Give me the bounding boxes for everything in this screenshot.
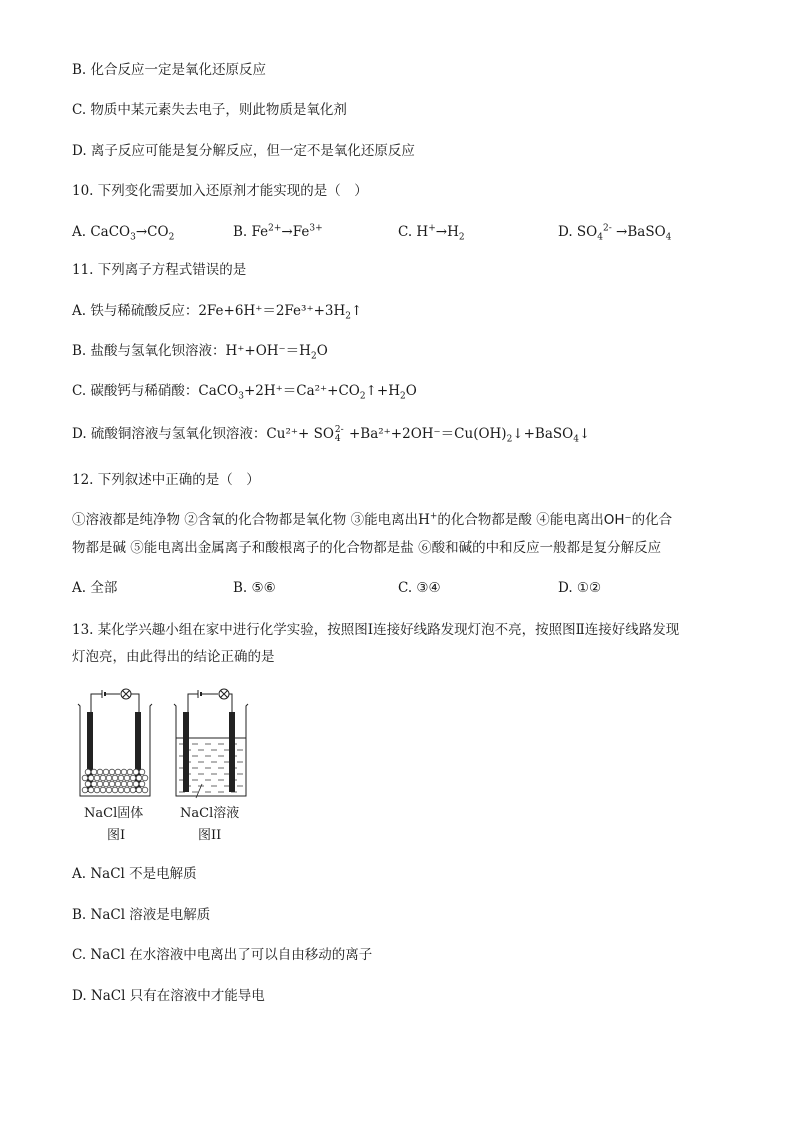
q13-option-a: A. NaCl 不是电解质 xyxy=(72,866,197,882)
solid-particle xyxy=(118,775,124,781)
solid-particle xyxy=(136,775,142,781)
solid-particle xyxy=(106,775,112,781)
figure-1-caption: 图I xyxy=(107,828,126,843)
solid-particle xyxy=(139,781,145,787)
solid-particle xyxy=(127,781,133,787)
nacl-solid-particles xyxy=(82,769,148,793)
q11-option-c: C. 碳酸钙与稀硝酸：$CaCO_3+2H^+=Ca^{2+}+CO_2↑+H_2O$ xyxy=(72,383,417,402)
solid-particle xyxy=(139,769,145,775)
q13-option-c: C. NaCl 在水溶液中电离出了可以自由移动的离子 xyxy=(72,947,373,963)
solid-particle xyxy=(91,769,97,775)
solid-particle xyxy=(133,769,139,775)
solid-particle xyxy=(130,775,136,781)
solid-particle xyxy=(106,787,112,793)
q12-option-b: B. ⑤⑥ xyxy=(233,580,276,596)
solid-particle xyxy=(136,787,142,793)
solid-particle xyxy=(115,781,121,787)
solid-particle xyxy=(115,769,121,775)
solid-particle xyxy=(103,769,109,775)
electrode-2-right xyxy=(229,712,235,792)
conductivity-circuit-diagrams xyxy=(70,686,260,801)
solid-particle xyxy=(85,769,91,775)
solid-particle xyxy=(121,769,127,775)
q12-stem: 12. 下列叙述中正确的是（ ） xyxy=(72,472,260,488)
q12-option-d: D. ①② xyxy=(558,580,602,596)
solid-particle xyxy=(133,781,139,787)
q9-option-b: B. 化合反应一定是氧化还原反应 xyxy=(72,62,267,78)
electrode-2-left xyxy=(183,712,189,792)
solid-particle xyxy=(109,769,115,775)
solid-particle xyxy=(118,787,124,793)
q11-option-b: B. 盐酸与氢氧化钡溶液：$H^++OH^-=H_2O$ xyxy=(72,343,328,362)
solid-particle xyxy=(142,775,148,781)
q10-option-c: C. $H^+\to H_2$ xyxy=(398,223,465,243)
solid-particle xyxy=(82,787,88,793)
q10-stem: 10. 下列变化需要加入还原剂才能实现的是（ ） xyxy=(72,183,368,199)
q11-option-a: A. 铁与稀硫酸反应：$2Fe+6H^+=2Fe^{3+}+3H_2↑$ xyxy=(72,303,363,322)
solid-particle xyxy=(100,775,106,781)
conductivity-experiment-figure xyxy=(70,686,260,846)
solid-particle xyxy=(100,787,106,793)
q12-option-a: A. 全部 xyxy=(72,580,118,596)
q9-option-d: D. 离子反应可能是复分解反应，但一定不是氧化还原反应 xyxy=(72,143,415,159)
q11-option-d: D. 硫酸铜溶液与氢氧化钡溶液：Cu²⁺+ SO 2- 4 $+Ba^{2+}+2OH^-=Cu(OH)_2↓+BaSO_4↓$ xyxy=(72,424,591,445)
solid-particle xyxy=(109,781,115,787)
q13-option-b: B. NaCl 溶液是电解质 xyxy=(72,907,211,923)
solid-particle xyxy=(94,775,100,781)
q10-option-a: A. $CaCO_3\to CO_2$ xyxy=(72,224,175,243)
solid-particle xyxy=(121,781,127,787)
solid-particle xyxy=(127,769,133,775)
q13-stem-line2: 灯泡亮，由此得出的结论正确的是 xyxy=(72,649,275,665)
solid-particle xyxy=(88,775,94,781)
solid-particle xyxy=(112,787,118,793)
q12-statements-line1: ①溶液都是纯净物 ②含氧的化合物都是氧化物 ③能电离出H+的化合物都是酸 ④能电离出OH⁻的化合 xyxy=(72,511,673,528)
solid-particle xyxy=(124,775,130,781)
solid-particle xyxy=(88,787,94,793)
q9-option-c: C. 物质中某元素失去电子，则此物质是氧化剂 xyxy=(72,102,347,118)
q12-statements-line2: 物都是碱 ⑤能电离出金属离子和酸根离子的化合物都是盐 ⑥酸和碱的中和反应一般都是复分解反应 xyxy=(72,540,662,556)
solid-particle xyxy=(112,775,118,781)
q11-stem: 11. 下列离子方程式错误的是 xyxy=(72,262,247,278)
solid-particle xyxy=(91,781,97,787)
q10-option-b: B. $Fe^{2+}\to Fe^{3+}$ xyxy=(233,223,323,240)
solid-particle xyxy=(142,787,148,793)
solid-particle xyxy=(124,787,130,793)
q10-option-d: D. $SO_4^{2-}$ →BaSO$_4$ xyxy=(558,223,672,243)
solid-particle xyxy=(97,781,103,787)
solid-particle xyxy=(94,787,100,793)
solid-particle xyxy=(85,781,91,787)
q13-stem-line1: 13. 某化学兴趣小组在家中进行化学实验，按照图Ⅰ连接好线路发现灯泡不亮，按照图Ⅱ连接好线路发现 xyxy=(72,622,680,638)
sulfate-charge-stack: 2- 4 xyxy=(334,424,344,444)
q13-option-d: D. NaCl 只有在溶液中才能导电 xyxy=(72,988,265,1004)
q12-option-c: C. ③④ xyxy=(398,580,441,596)
figure-1-label: NaCl固体 xyxy=(84,806,144,821)
solid-particle xyxy=(82,775,88,781)
solid-particle xyxy=(130,787,136,793)
solid-particle xyxy=(97,769,103,775)
figure-2-label: NaCl溶液 xyxy=(180,806,240,821)
figure-2-caption: 图II xyxy=(198,828,222,843)
solid-particle xyxy=(103,781,109,787)
